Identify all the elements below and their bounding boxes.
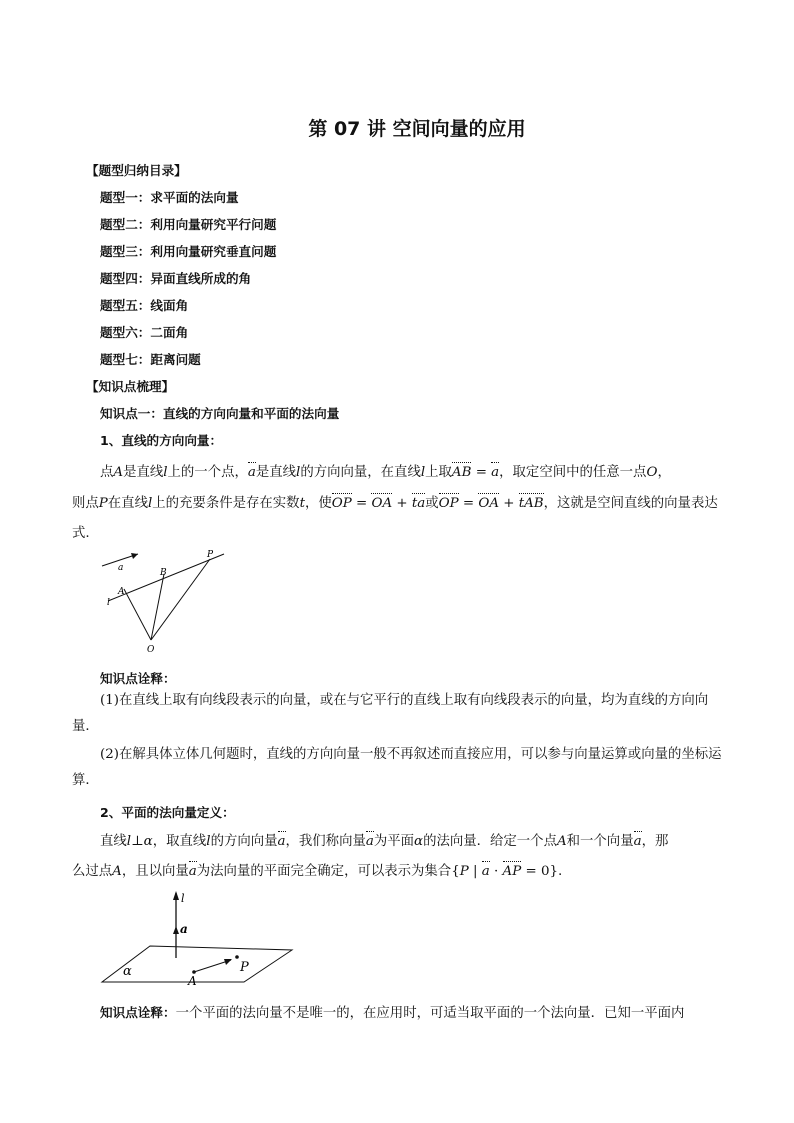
- note-2-text: 一个平面的法向量不是唯一的，在应用时，可适当取平面的一个法向量．已知一平面内: [175, 1006, 685, 1021]
- fig1-label-O: O: [147, 645, 155, 655]
- vector-AB: AB: [451, 465, 472, 480]
- toc-item-6: 题型六：二面角: [100, 325, 189, 340]
- fig2-label-P: P: [240, 960, 249, 975]
- toc-item-7: 题型七：距离问题: [100, 352, 201, 367]
- fig1-label-B: B: [160, 568, 167, 578]
- note-1-title: 知识点诠释：: [100, 671, 176, 686]
- note-2: [100, 1002, 684, 1021]
- note-2-title: 知识点诠释：: [100, 1005, 176, 1020]
- fig1-label-l: l: [107, 598, 110, 608]
- fig2-label-a: a: [180, 922, 188, 936]
- toc-header: 【题型归纳目录】: [86, 163, 187, 178]
- fig2-label-l: l: [181, 892, 185, 905]
- vector-AP: AP: [502, 864, 522, 879]
- note-1-item-1: (1)在直线上取有向线段表示的向量，或在与它平行的直线上取有向线段表示的向量，均为直线的方向向量．: [72, 693, 709, 734]
- vector-a: a: [247, 465, 256, 480]
- fig1-label-A: A: [118, 587, 125, 597]
- arrow-head-icon: [131, 553, 138, 559]
- section-2-line-2: 么过点A，且以向量a为法向量的平面完全确定，可以表示为集合{P | a · AP = 0}.: [72, 864, 563, 879]
- toc-item-4: 题型四：异面直线所成的角: [100, 271, 252, 286]
- knowledge-point-1-title: 知识点一：直线的方向向量和平面的法向量: [100, 406, 340, 421]
- fig1-label-P: P: [207, 550, 214, 560]
- vector-OP: OP: [331, 496, 352, 511]
- arrow-up-icon: [173, 926, 179, 934]
- figure-plane-normal-vector: [98, 888, 296, 988]
- page-title: 第 07 讲 空间向量的应用: [308, 118, 526, 140]
- vector-OA: OA: [371, 496, 393, 511]
- fig2-label-alpha: α: [123, 964, 132, 979]
- toc-item-5: 题型五：线面角: [100, 298, 189, 313]
- toc-item-3: 题型三：利用向量研究垂直问题: [100, 244, 277, 259]
- knowledge-header: 【知识点梳理】: [86, 379, 175, 394]
- point-P: [235, 955, 239, 959]
- fig1-label-a: a: [118, 563, 124, 573]
- arrow-head-icon: [224, 959, 232, 965]
- section-2-heading: 2、平面的法向量定义：: [100, 805, 235, 820]
- toc-item-2: 题型二：利用向量研究平行问题: [100, 217, 277, 232]
- note-1-item-2: (2)在解具体立体几何题时，直线的方向向量一般不再叙述而直接应用，可以参与向量运算或向量的坐标运算．: [72, 747, 722, 788]
- section-1-heading: 1、直线的方向向量：: [100, 433, 223, 448]
- section-2-line-1: 直线l⊥α，取直线l的方向向量a，我们称向量a为平面α的法向量．给定一个点A和一个向量a，那: [100, 834, 669, 849]
- section-1-line-1: 点A是直线l上的一个点，a是直线l的方向向量，在直线l上取AB = a，取定空间中的任意一点O，: [100, 465, 671, 480]
- toc-item-1: 题型一：求平面的法向量: [100, 190, 239, 205]
- section-1-line-2: 则点P在直线l上的充要条件是存在实数t，使OP = OA + ta或OP = OA + tAB，这就是空间直线的向量表达: [72, 496, 718, 511]
- section-1-line-3: 式.: [72, 526, 90, 541]
- figure-line-direction-vector: [96, 545, 232, 657]
- arrow-up-icon: [173, 891, 179, 900]
- fig2-label-A: A: [188, 974, 197, 988]
